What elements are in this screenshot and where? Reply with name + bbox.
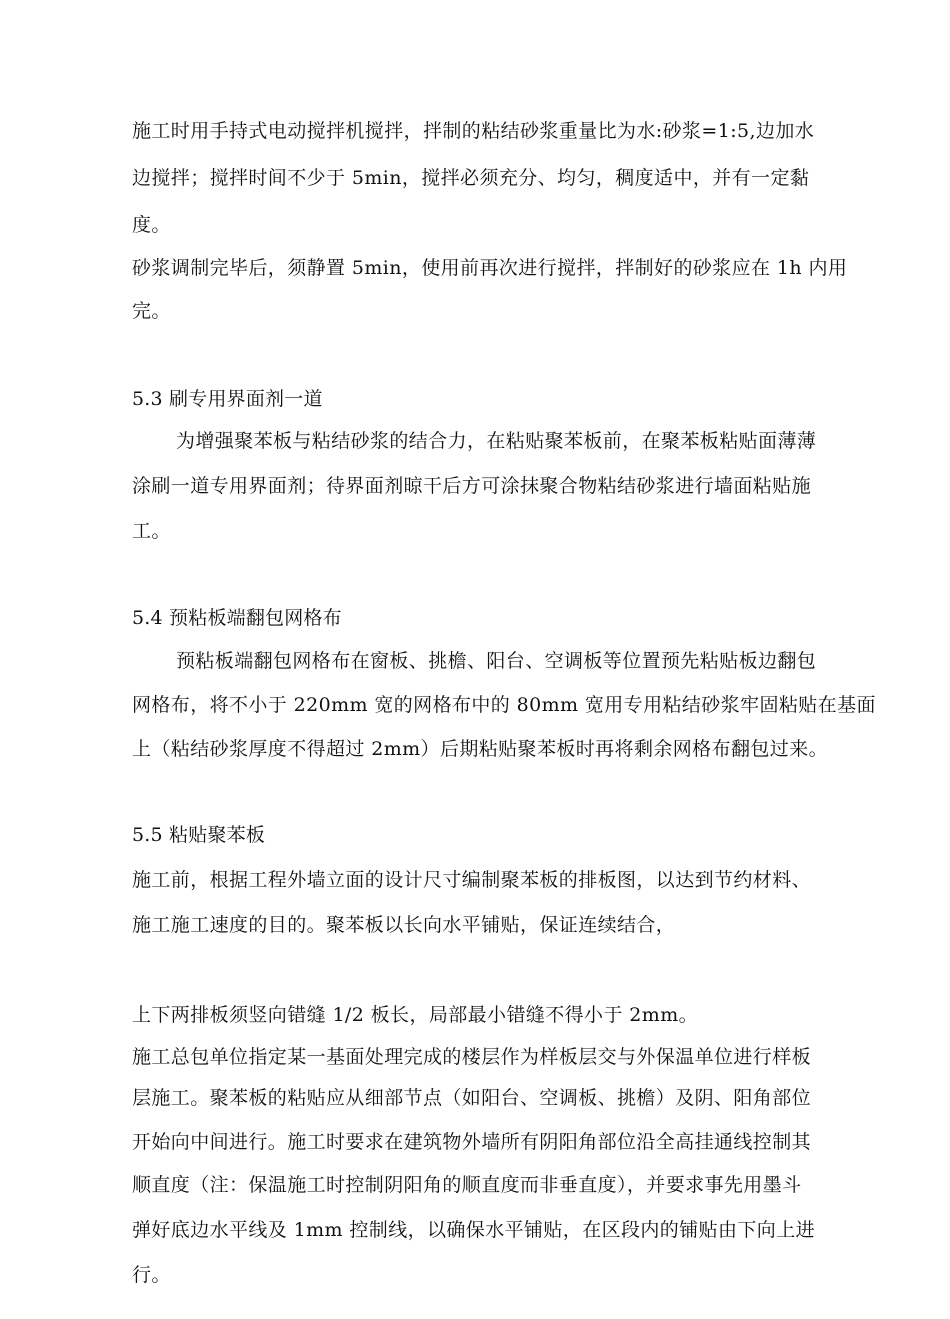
paragraph-line: 砂浆调制完毕后，须静置 5min，使用前再次进行搅拌，拌制好的砂浆应在 1h 内用 [132,257,848,279]
section-heading-5-5: 5.5 粘贴聚苯板 [132,824,266,846]
paragraph-line: 施工总包单位指定某一基面处理完成的楼层作为样板层交与外保温单位进行样板 [132,1046,812,1068]
paragraph-line: 层施工。聚苯板的粘贴应从细部节点（如阳台、空调板、挑檐）及阴、阳角部位 [132,1087,812,1109]
paragraph-line: 施工前，根据工程外墙立面的设计尺寸编制聚苯板的排板图，以达到节约材料、 [132,869,812,891]
paragraph-line: 顺直度（注：保温施工时控制阴阳角的顺直度而非垂直度），并要求事先用墨斗 [132,1174,802,1196]
paragraph-line: 行。 [132,1264,171,1286]
paragraph-line: 上（粘结砂浆厚度不得超过 2mm）后期粘贴聚苯板时再将剩余网格布翻包过来。 [132,738,828,760]
paragraph-line: 边搅拌；搅拌时间不少于 5min，搅拌必须充分、均匀，稠度适中，并有一定黏 [132,167,810,189]
paragraph-line: 度。 [132,214,171,236]
paragraph-line: 工。 [132,520,171,542]
paragraph-line: 施工施工速度的目的。聚苯板以长向水平铺贴，保证连续结合， [132,914,676,936]
paragraph-line: 上下两排板须竖向错缝 1/2 板长，局部最小错缝不得小于 2mm。 [132,1004,699,1026]
paragraph-line: 开始向中间进行。施工时要求在建筑物外墙所有阴阳角部位沿全高挂通线控制其 [132,1131,812,1153]
paragraph-line: 涂刷一道专用界面剂；待界面剂晾干后方可涂抹聚合物粘结砂浆进行墙面粘贴施 [132,475,812,497]
paragraph-line: 预粘板端翻包网格布在窗板、挑檐、阳台、空调板等位置预先粘贴板边翻包 [176,650,817,672]
paragraph-line: 为增强聚苯板与粘结砂浆的结合力，在粘贴聚苯板前，在聚苯板粘贴面薄薄 [176,430,817,452]
section-heading-5-3: 5.3 刷专用界面剂一道 [132,388,323,410]
paragraph-line: 完。 [132,300,171,322]
paragraph-line: 网格布，将不小于 220mm 宽的网格布中的 80mm 宽用专用粘结砂浆牢固粘贴在基面 [132,694,876,716]
paragraph-line: 弹好底边水平线及 1mm 控制线，以确保水平铺贴，在区段内的铺贴由下向上进 [132,1219,816,1241]
section-heading-5-4: 5.4 预粘板端翻包网格布 [132,607,342,629]
paragraph-line: 施工时用手持式电动搅拌机搅拌，拌制的粘结砂浆重量比为水:砂浆=1:5,边加水 [132,120,815,142]
